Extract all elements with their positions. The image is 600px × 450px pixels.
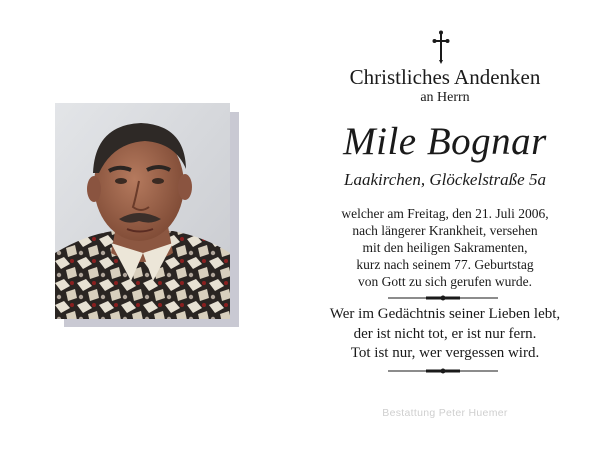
ornament-divider-icon bbox=[388, 295, 498, 301]
verse-line: Wer im Gedächtnis seiner Lieben lebt, bbox=[329, 306, 561, 322]
card-subheading: an Herrn bbox=[420, 90, 470, 105]
card-heading: Christliches Andenken bbox=[349, 65, 541, 89]
deceased-name: Mile Bognar bbox=[343, 120, 547, 163]
notice-line: welcher am Freitag, den 21. Juli 2006, bbox=[341, 206, 549, 221]
undertaker-credit: Bestattung Peter Huemer bbox=[382, 407, 508, 419]
verse-line: Tot ist nur, wer vergessen wird. bbox=[350, 345, 540, 361]
memorial-verse bbox=[300, 305, 590, 364]
death-notice bbox=[300, 205, 590, 290]
notice-line: nach längerer Krankheit, versehen bbox=[352, 223, 538, 238]
portrait-photo bbox=[55, 103, 230, 319]
notice-line: mit den heiligen Sakramenten, bbox=[362, 240, 528, 255]
deceased-address: Laakirchen, Glöckelstraße 5a bbox=[344, 170, 546, 189]
notice-line: kurz nach seinem 77. Geburtstag bbox=[356, 257, 534, 272]
ornament-divider-icon bbox=[388, 368, 498, 374]
cross-icon bbox=[432, 30, 450, 64]
verse-line: der ist nicht tot, er ist nur fern. bbox=[353, 325, 537, 342]
notice-line: von Gott zu sich gerufen wurde. bbox=[358, 274, 532, 289]
